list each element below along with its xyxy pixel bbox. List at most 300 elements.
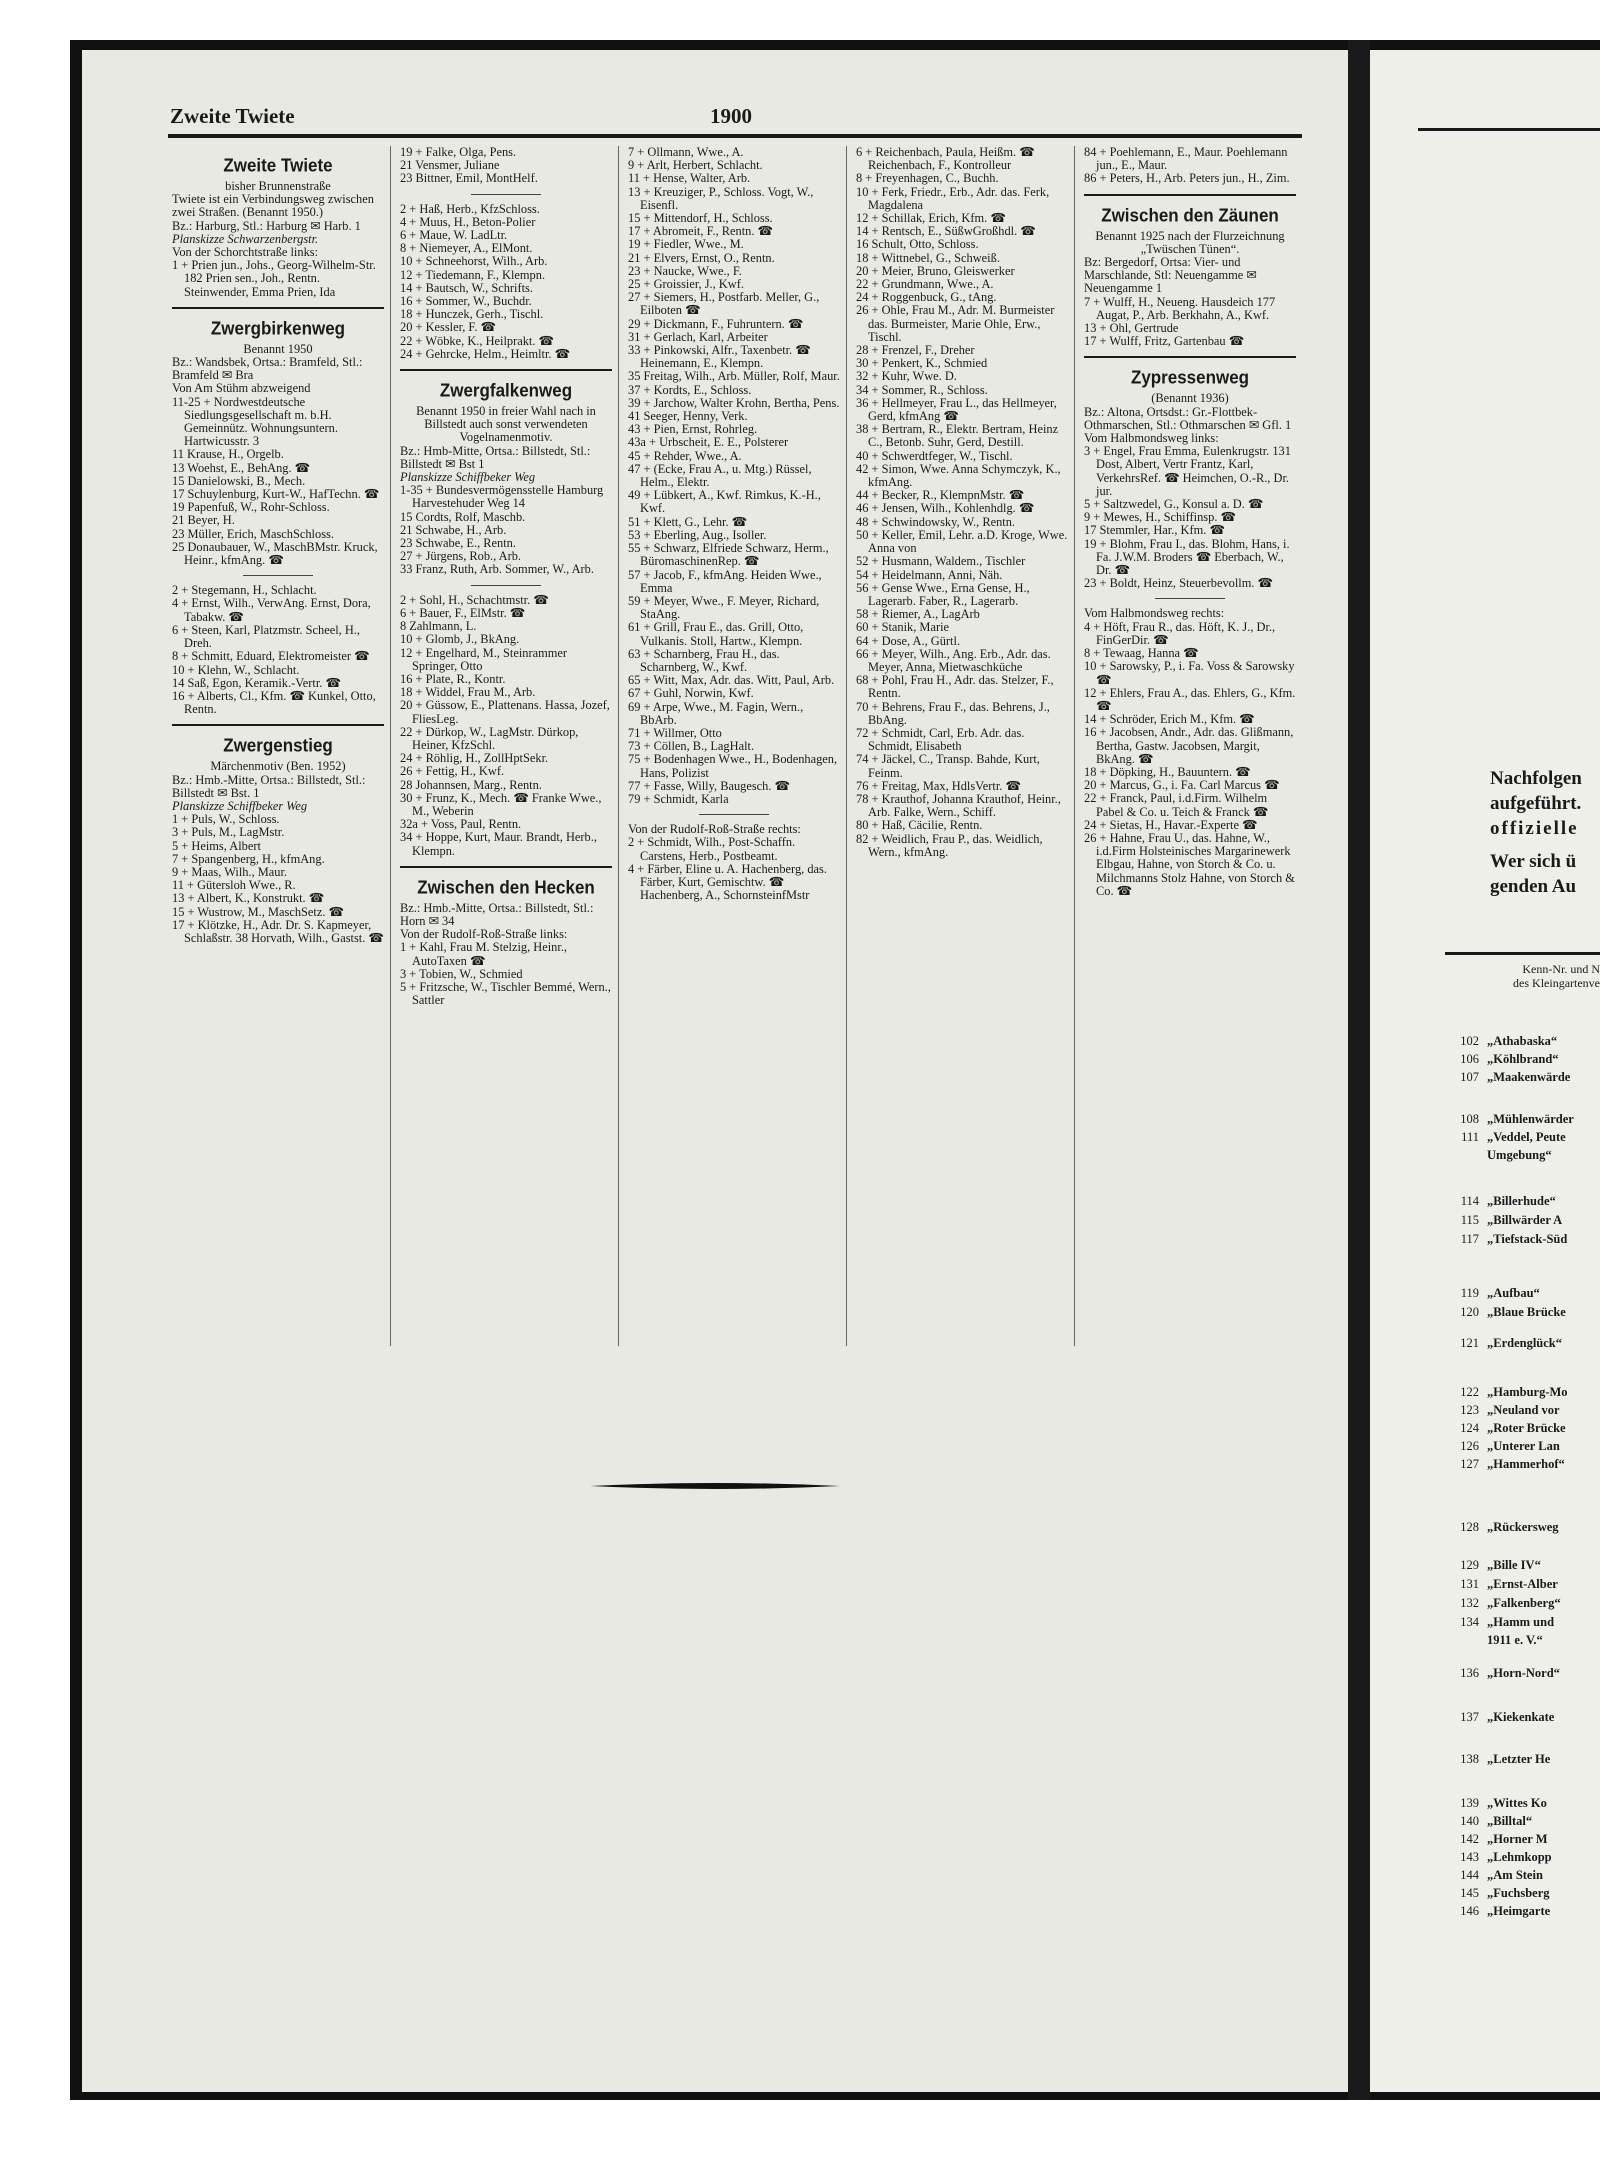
club-name: „Roter Brücke — [1487, 1421, 1566, 1435]
resident-entry: 67 + Guhl, Norwin, Kwf. — [628, 686, 754, 701]
resident-entry: 35 Freitag, Wilh., Arb. Müller, Rolf, Maur. — [628, 369, 840, 384]
club-number: 131 — [1460, 1577, 1479, 1591]
resident-entry: 34 + Sommer, R., Schloss. — [856, 382, 988, 397]
resident-entry: 58 + Riemer, A., LagArb — [856, 607, 980, 622]
garden-club-entry — [1445, 1904, 1550, 1919]
resident-entry: 17 Stemmler, Har., Kfm. ☎ — [1084, 523, 1225, 538]
resident-entry: 8 + Niemeyer, A., ElMont. — [400, 241, 533, 256]
club-name: „Mühlenwärder — [1487, 1112, 1574, 1126]
club-number: 140 — [1460, 1814, 1479, 1828]
street-info: Benannt 1950 — [243, 341, 313, 356]
resident-entry: 28 + Frenzel, F., Dreher — [856, 343, 975, 358]
resident-entry: 23 + Boldt, Heinz, Steuerbevollm. ☎ — [1084, 576, 1273, 591]
resident-entry: 27 + Jürgens, Rob., Arb. — [400, 549, 522, 564]
resident-entry: 18 + Wittnebel, G., Schweiß. — [856, 250, 1000, 265]
resident-entry: 75 + Bodenhagen Wwe., H., Bodenhagen, Hans, Polizist — [628, 752, 838, 780]
garden-club-entry — [1445, 1070, 1570, 1085]
resident-entry: 68 + Pohl, Frau H., Adr. das. Stelzer, F., Rentn. — [856, 673, 1054, 701]
resident-entry: 4 + Muus, H., Beton-Polier — [400, 214, 536, 229]
resident-entry: 33 + Pinkowski, Alfr., Taxenbetr. ☎ Heinemann, E., Klempn. — [628, 343, 811, 371]
garden-club-entry — [1445, 1577, 1558, 1592]
resident-entry: 29 + Dickmann, F., Fuhruntern. ☎ — [628, 316, 804, 331]
club-name: „Letzter He — [1487, 1752, 1551, 1766]
garden-club-entry — [1445, 1615, 1554, 1630]
resident-entry: 22 + Franck, Paul, i.d.Firm. Wilhelm Pabel & Co. u. Teich & Franck ☎ — [1084, 791, 1269, 819]
resident-entry: 17 + Wulff, Fritz, Gartenbau ☎ — [1084, 334, 1245, 349]
resident-entry: 56 + Gense Wwe., Erna Gense, H., Lagerarb. Faber, R., Lagerarb. — [856, 580, 1030, 608]
resident-entry: 24 + Roggenbuck, G., tAng. — [856, 290, 997, 305]
short-divider — [243, 575, 313, 576]
section-rule — [172, 724, 384, 726]
street-info: Planskizze Schiffbeker Weg — [172, 798, 308, 813]
resident-entry: 51 + Klett, G., Lehr. ☎ — [628, 514, 748, 529]
resident-entry: 13 Woehst, E., BehAng. ☎ — [172, 460, 311, 475]
directory-column-5 — [1084, 146, 1296, 898]
resident-entry: 16 + Jacobsen, Andr., Adr. das. Glißmann, Bertha, Gastw. Jacobsen, Margit, BkAng. ☎ — [1084, 725, 1294, 766]
resident-entry: 13 + Kreuziger, P., Schloss. Vogt, W., Eisenfl. — [628, 184, 814, 212]
resident-entry: 63 + Scharnberg, Frau H., das. Scharnberg, W., Kwf. — [628, 646, 780, 674]
column-divider — [1074, 146, 1075, 1346]
resident-entry: 26 + Ohle, Frau M., Adr. M. Burmeister das. Burmeister, Marie Ohle, Erw., Tischl. — [856, 303, 1055, 344]
garden-club-entry — [1445, 1868, 1543, 1883]
garden-club-entry — [1445, 1286, 1540, 1301]
garden-club-entry — [1445, 1850, 1552, 1865]
garden-club-entry — [1445, 1886, 1550, 1901]
club-number: 119 — [1460, 1286, 1479, 1300]
resident-entry: 10 + Glomb, J., BkAng. — [400, 632, 520, 647]
resident-entry: 2 + Sohl, H., Schachtmstr. ☎ — [400, 592, 549, 607]
resident-entry: 8 + Tewaag, Hanna ☎ — [1084, 646, 1199, 661]
street-info: Benannt 1950 in freier Wahl nach in Billstedt auch sonst verwendeten Vogelnamenmotiv. — [416, 404, 596, 445]
resident-entry: 21 Schwabe, H., Arb. — [400, 522, 507, 537]
club-name: „Neuland vor — [1487, 1403, 1560, 1417]
resident-entry: 57 + Jacob, F., kfmAng. Heiden Wwe., Emma — [628, 567, 822, 595]
garden-club-entry — [1445, 1194, 1556, 1209]
club-number: 129 — [1460, 1558, 1479, 1572]
street-info: Bz.: Hmb-Mitte, Ortsa.: Billstedt, Stl.: Billstedt ✉ Bst 1 — [400, 443, 591, 471]
resident-entry: 17 + Klötzke, H., Adr. Dr. S. Kapmeyer, Schlaßstr. 38 Horvath, Wilh., Gastst. ☎ — [172, 917, 384, 945]
club-name: „Maakenwärde — [1487, 1070, 1571, 1084]
resident-entry: 70 + Behrens, Frau F., das. Behrens, J., BbAng. — [856, 699, 1050, 727]
street-info: Benannt 1925 nach der Flurzeichnung „Twüschen Tünen“. — [1095, 228, 1285, 256]
resident-entry: 14 + Bautsch, W., Schrifts. — [400, 280, 533, 295]
garden-club-entry — [1445, 1832, 1548, 1847]
resident-entry: 39 + Jarchow, Walter Krohn, Bertha, Pens. — [628, 395, 840, 410]
notice-line: genden Au — [1490, 876, 1577, 897]
resident-entry: 22 + Dürkop, W., LagMstr. Dürkop, Heiner, KfzSchl. — [400, 724, 579, 752]
club-number: 128 — [1460, 1520, 1479, 1534]
club-name: „Unterer Lan — [1487, 1439, 1560, 1453]
garden-club-entry — [1445, 1232, 1567, 1247]
resident-entry: 6 + Bauer, F., ElMstr. ☎ — [400, 605, 526, 620]
resident-entry: 19 Papenfuß, W., Rohr-Schloss. — [172, 500, 330, 515]
club-number: 117 — [1460, 1232, 1479, 1246]
directory-column-1 — [172, 146, 384, 945]
resident-entry: 16 + Sommer, W., Buchdr. — [400, 294, 532, 309]
resident-entry: 32a + Voss, Paul, Rentn. — [400, 817, 522, 832]
resident-entry: 7 + Ollmann, Wwe., A. — [628, 145, 744, 159]
resident-entry: 26 + Hahne, Frau U., das. Hahne, W., i.d.Firm Holsteinisches Margarinewerk Elbgau, Hahne, von Storch & Co. u. Milchmanns Stolz Hahne, von Storch & Co. ☎ — [1084, 830, 1295, 898]
resident-entry: 42 + Simon, Wwe. Anna Schymczyk, K., kfmAng. — [856, 461, 1061, 490]
club-name: „Am Stein — [1487, 1868, 1543, 1882]
resident-entry: 2 + Schmidt, Wilh., Post-Schaffn. Carstens, Herb., Postbeamt. — [628, 835, 796, 863]
club-number: 122 — [1460, 1385, 1479, 1399]
resident-entry: 5 + Heims, Albert — [172, 838, 261, 853]
club-number: 143 — [1460, 1850, 1479, 1864]
street-heading: Zwergfalkenweg — [439, 380, 573, 401]
resident-entry: 53 + Eberling, Aug., Isoller. — [628, 527, 767, 542]
club-name: „Heimgarte — [1487, 1904, 1551, 1918]
resident-entry: 11-25 + Nordwestdeutsche Siedlungsgesellschaft m. b.H. Gemeinnütz. Wohnungsuntern. Hartwicusstr. 3 — [172, 394, 338, 449]
resident-entry: 9 + Mewes, H., Schiffinsp. ☎ — [1084, 510, 1236, 525]
facing-page-notice — [1490, 766, 1582, 899]
street-info: Twiete ist ein Verbindungsweg zwischen zwei Straßen. (Benannt 1950.) — [172, 192, 374, 220]
resident-entry: 11 Krause, H., Orgelb. — [172, 447, 284, 462]
resident-entry: 24 + Sietas, H., Havar.-Experte ☎ — [1084, 817, 1258, 832]
resident-entry: 26 + Fettig, H., Kwf. — [400, 764, 505, 779]
section-rule — [400, 866, 612, 868]
street-info: Von der Schorchtstraße links: — [172, 245, 319, 260]
street-info: Bz.: Altona, Ortsdst.: Gr.-Flottbek-Othmarschen, Stl.: Othmarschen ✉ Gfl. 1 — [1084, 404, 1292, 432]
resident-entry: 64 + Dose, A., Gürtl. — [856, 633, 961, 648]
resident-entry: 23 Schwabe, E., Rentn. — [400, 536, 516, 551]
club-number: 124 — [1460, 1421, 1479, 1435]
resident-entry: 15 + Mittendorf, H., Schloss. — [628, 211, 773, 226]
garden-club-entry — [1445, 1305, 1566, 1320]
garden-club-entry — [1445, 1385, 1568, 1400]
club-name: „Horn-Nord“ — [1487, 1666, 1560, 1680]
club-number: 114 — [1460, 1194, 1479, 1208]
resident-entry: 46 + Jensen, Wilh., Kohlenhdlg. ☎ — [856, 501, 1035, 516]
resident-entry: 10 + Sarowsky, P., i. Fa. Voss & Sarowsky ☎ — [1084, 659, 1295, 687]
resident-entry: 23 Müller, Erich, MaschSchloss. — [172, 526, 334, 541]
garden-club-entry — [1445, 1710, 1554, 1725]
resident-entry: 32 + Kuhr, Wwe. D. — [856, 369, 957, 384]
resident-entry: 5 + Fritzsche, W., Tischler Bemmé, Wern., Sattler — [400, 979, 611, 1008]
resident-entry: 47 + (Ecke, Frau A., u. Mtg.) Rüssel, Helm., Elektr. — [628, 461, 812, 490]
garden-club-entry — [1445, 1596, 1561, 1611]
scan-edge-left — [70, 40, 82, 2100]
resident-entry: 40 + Schwerdtfeger, W., Tischl. — [856, 448, 1013, 463]
club-name: „Billwärder A — [1487, 1213, 1563, 1227]
resident-entry: 7 + Spangenberg, H., kfmAng. — [172, 851, 325, 866]
club-name: „Athabaska“ — [1487, 1034, 1558, 1048]
column-divider — [390, 146, 391, 1346]
resident-entry: 4 + Färber, Eline u. A. Hachenberg, das. Färber, Kurt, Gemischtw. ☎ Hachenberg, A., SchornsteinfMstr — [628, 861, 827, 903]
street-info: Bz.: Hmb.-Mitte, Ortsa.: Billstedt, Stl.: Billstedt ✉ Bst. 1 — [172, 772, 366, 800]
club-number: 139 — [1460, 1796, 1479, 1810]
street-info: Bz.: Hmb.-Mitte, Ortsa.: Billstedt, Stl.: Horn ✉ 34 — [400, 900, 594, 928]
resident-entry: 33 Franz, Ruth, Arb. Sommer, W., Arb. — [400, 562, 594, 577]
resident-entry: 19 + Fiedler, Wwe., M. — [628, 237, 744, 252]
resident-entry: 55 + Schwarz, Elfriede Schwarz, Herm., BüromaschinenRep. ☎ — [628, 541, 829, 569]
street-info: Planskizze Schwarzenbergstr. — [172, 231, 319, 246]
resident-entry: 69 + Arpe, Wwe., M. Fagin, Wern., BbArb. — [628, 699, 804, 727]
club-name: Umgebung“ — [1487, 1148, 1552, 1162]
resident-entry: 71 + Willmer, Otto — [628, 725, 722, 740]
club-number: 127 — [1460, 1457, 1479, 1471]
resident-entry: 4 + Ernst, Wilh., VerwAng. Ernst, Dora, Tabakw. ☎ — [172, 596, 371, 624]
club-number: 123 — [1460, 1403, 1479, 1417]
facing-page-table-header — [1470, 962, 1600, 990]
garden-club-entry — [1445, 1336, 1562, 1351]
short-divider — [699, 814, 769, 815]
garden-club-entry — [1445, 1130, 1566, 1145]
garden-club-entry — [1445, 1034, 1557, 1049]
resident-entry: 3 + Puls, M., LagMstr. — [172, 825, 285, 840]
resident-entry: 16 Schult, Otto, Schloss. — [856, 237, 979, 252]
resident-entry: 52 + Husmann, Waldem., Tischler — [856, 554, 1026, 569]
club-name: „Hamm und — [1487, 1615, 1555, 1629]
notice-line: Wer sich ü — [1490, 851, 1577, 872]
club-number: 136 — [1460, 1666, 1479, 1680]
resident-entry: 4 + Höft, Frau R., das. Höft, K. J., Dr., FinGerDir. ☎ — [1084, 619, 1276, 647]
resident-entry: 3 + Engel, Frau Emma, Eulenkrugstr. 131 Dost, Albert, Vertr Frantz, Karl, VerkehrsRef. ☎ Heimchen, O.-R., Dr. jur. — [1084, 444, 1291, 498]
resident-entry: 5 + Saltzwedel, G., Konsul a. D. ☎ — [1084, 497, 1264, 512]
garden-club-entry — [1445, 1439, 1560, 1454]
resident-entry: 1 + Puls, W., Schloss. — [172, 812, 280, 827]
resident-entry: 25 Donaubauer, W., MaschBMstr. Kruck, Heinr., kfmAng. ☎ — [172, 539, 378, 568]
resident-entry: 25 + Groissier, J., Kwf. — [628, 277, 744, 292]
section-rule — [1084, 356, 1296, 358]
resident-entry: 12 + Engelhard, M., Steinrammer Springer, Otto — [400, 645, 567, 673]
resident-entry: 1 + Prien jun., Johs., Georg-Wilhelm-Str. 182 Prien sen., Joh., Rentn. Steinwender, Emma Prien, Ida — [172, 258, 376, 299]
resident-entry: 11 + Hense, Walter, Arb. — [628, 171, 751, 186]
scan-edge-bottom — [70, 2092, 1600, 2100]
resident-entry: 15 Cordts, Rolf, Maschb. — [400, 509, 526, 524]
street-heading: Zwergenstieg — [223, 735, 333, 757]
garden-club-entry — [1445, 1666, 1560, 1681]
street-info: Bz.: Wandsbek, Ortsa.: Bramfeld, Stl.: Bramfeld ✉ Bra — [172, 355, 363, 383]
resident-entry: 21 Beyer, H. — [172, 513, 235, 528]
club-number: 107 — [1460, 1070, 1479, 1084]
resident-entry: 61 + Grill, Frau E., das. Grill, Otto, Vulkanis. Stoll, Hartw., Klempn. — [628, 620, 804, 648]
directory-column-4 — [856, 146, 1068, 859]
street-info: Bz.: Harburg, Stl.: Harburg ✉ Harb. 1 — [172, 218, 361, 233]
resident-entry: 28 Johannsen, Marg., Rentn. — [400, 777, 542, 792]
garden-club-entry — [1445, 1752, 1550, 1767]
resident-entry: 16 + Plate, R., Kontr. — [400, 671, 506, 686]
club-name: „Aufbau“ — [1487, 1286, 1540, 1300]
street-heading: Zypressenweg — [1130, 367, 1250, 389]
resident-entry: 78 + Krauthof, Johanna Krauthof, Heinr., Arb. Falke, Wern., Schiff. — [856, 791, 1061, 820]
resident-entry: 50 + Keller, Emil, Lehr. a.D. Kroge, Wwe. Anna von — [856, 527, 1068, 556]
resident-entry: 11 + Gütersloh Wwe., R. — [172, 878, 296, 893]
club-name: „Blaue Brücke — [1487, 1305, 1566, 1319]
resident-entry: 6 + Maue, W. LadLtr. — [400, 228, 508, 243]
garden-club-entry — [1445, 1403, 1560, 1418]
resident-entry: 77 + Fasse, Willy, Baugesch. ☎ — [628, 778, 790, 793]
club-number: 106 — [1460, 1052, 1479, 1066]
street-info: Von Am Stühm abzweigend — [172, 381, 311, 396]
club-name: „Rückersweg — [1487, 1520, 1559, 1534]
section-rule — [172, 307, 384, 309]
notice-line: Nachfolgen — [1490, 768, 1582, 789]
resident-entry: 73 + Cöllen, B., LagHalt. — [628, 739, 755, 754]
garden-club-entry — [1445, 1796, 1547, 1811]
resident-entry: 19 + Falke, Olga, Pens. — [400, 145, 517, 159]
resident-entry: 22 + Wöbke, K., Heilprakt. ☎ — [400, 333, 554, 348]
resident-entry: 18 + Döpking, H., Bauuntern. ☎ — [1084, 764, 1251, 779]
resident-entry: 31 + Gerlach, Karl, Arbeiter — [628, 329, 768, 344]
club-number: 146 — [1460, 1904, 1479, 1918]
garden-club-entry — [1445, 1558, 1541, 1573]
club-name: „Lehmkopp — [1487, 1850, 1552, 1864]
street-info: Planskizze Schiffbeker Weg — [400, 470, 536, 485]
resident-entry: 79 + Schmidt, Karla — [628, 791, 729, 806]
resident-entry: 3 + Tobien, W., Schmied — [400, 966, 523, 981]
resident-entry: 6 + Reichenbach, Paula, Heißm. ☎ Reichenbach, F., Kontrolleur — [856, 145, 1035, 173]
resident-entry: 27 + Siemers, H., Postfarb. Meller, G., Eilboten ☎ — [628, 290, 820, 318]
resident-entry: 12 + Ehlers, Frau A., das. Ehlers, G., Kfm. ☎ — [1084, 685, 1296, 713]
club-name: „Fuchsberg — [1487, 1886, 1550, 1900]
short-divider — [471, 194, 541, 195]
street-heading: Zwischen den Zäunen — [1101, 204, 1279, 226]
street-heading: Zwischen den Hecken — [417, 876, 595, 898]
resident-entry: 20 + Güssow, E., Plattenans. Hassa, Jozef, FliesLeg. — [400, 698, 610, 726]
resident-entry: 44 + Becker, R., KlempnMstr. ☎ — [856, 488, 1025, 503]
club-name: „Hammerhof“ — [1487, 1457, 1565, 1471]
resident-entry: 54 + Heidelmann, Anni, Näh. — [856, 567, 1003, 582]
resident-entry: 45 + Rehder, Wwe., A. — [628, 448, 742, 463]
resident-entry: 23 Bittner, Emil, MontHelf. — [400, 171, 538, 186]
club-name: „Falkenberg“ — [1487, 1596, 1561, 1610]
club-number: 111 — [1461, 1130, 1479, 1144]
club-name: „Ernst-Alber — [1487, 1577, 1558, 1591]
garden-club-entry — [1445, 1148, 1552, 1163]
resident-entry: 14 + Schröder, Erich M., Kfm. ☎ — [1084, 712, 1255, 727]
resident-entry: 8 Zahlmann, L. — [400, 619, 477, 634]
club-number: 145 — [1460, 1886, 1479, 1900]
club-number: 132 — [1460, 1596, 1479, 1610]
garden-club-entry — [1445, 1112, 1574, 1127]
resident-entry: 41 Seeger, Henny, Verk. — [628, 409, 748, 424]
resident-entry: 2 + Stegemann, H., Schlacht. — [172, 583, 317, 598]
resident-entry: 86 + Peters, H., Arb. Peters jun., H., Zim. — [1084, 171, 1290, 186]
resident-entry: 43 + Pien, Ernst, Rohrleg. — [628, 422, 758, 437]
short-divider — [471, 585, 541, 586]
resident-entry: 23 + Naucke, Wwe., F. — [628, 263, 742, 278]
resident-entry: 48 + Schwindowsky, W., Rentn. — [856, 514, 1016, 529]
resident-entry: 7 + Wulff, H., Neueng. Hausdeich 177 Augat, P., Arb. Berkhahn, A., Kwf. — [1084, 294, 1276, 322]
resident-entry: 10 + Ferk, Friedr., Erb., Adr. das. Ferk, Magdalena — [856, 184, 1050, 212]
column-divider — [618, 146, 619, 1346]
club-number: 115 — [1460, 1213, 1479, 1227]
street-info: Märchenmotiv (Ben. 1952) — [210, 759, 346, 774]
resident-entry: 1-35 + Bundesvermögensstelle Hamburg Harvestehuder Weg 14 — [400, 483, 604, 511]
running-head-street: Zweite Twiete — [170, 104, 295, 128]
resident-entry: 12 + Tiedemann, F., Klempn. — [400, 267, 546, 282]
resident-entry: 18 + Widdel, Frau M., Arb. — [400, 685, 536, 700]
garden-club-entry — [1445, 1213, 1562, 1228]
club-number: 134 — [1460, 1615, 1479, 1629]
club-name: „Erdenglück“ — [1487, 1336, 1563, 1350]
resident-entry: 1 + Kahl, Frau M. Stelzig, Heinr., AutoTaxen ☎ — [400, 940, 568, 968]
resident-entry: 20 + Kessler, F. ☎ — [400, 320, 496, 335]
club-number: 137 — [1460, 1710, 1479, 1724]
resident-entry: 24 + Gehrcke, Helm., Heimltr. ☎ — [400, 346, 571, 361]
club-number: 138 — [1460, 1752, 1479, 1766]
resident-entry: 24 + Röhlig, H., ZollHptSekr. — [400, 751, 549, 766]
street-heading: Zweite Twiete — [223, 155, 333, 176]
club-name: „Tiefstack-Süd — [1487, 1232, 1568, 1246]
garden-club-entry — [1445, 1052, 1559, 1067]
club-number: 144 — [1460, 1868, 1479, 1882]
resident-entry: 49 + Lübkert, A., Kwf. Rimkus, K.-H., Kwf. — [628, 488, 821, 516]
resident-entry: 65 + Witt, Max, Adr. das. Witt, Paul, Arb. — [628, 673, 835, 688]
street-info: Von der Rudolf-Roß-Straße links: — [400, 927, 568, 942]
club-name: „Horner M — [1487, 1832, 1548, 1846]
resident-entry: 74 + Jäckel, C., Transp. Bahde, Kurt, Feinm. — [856, 752, 1040, 780]
garden-club-entry — [1445, 1520, 1559, 1535]
street-info: bisher Brunnenstraße — [225, 179, 331, 193]
club-name: 1911 e. V.“ — [1487, 1633, 1543, 1647]
resident-entry: 17 Schuylenburg, Kurt-W., HafTechn. ☎ — [172, 487, 380, 502]
resident-entry: 30 + Frunz, K., Mech. ☎ Franke Wwe., M., Weberin — [400, 790, 602, 818]
notice-line: offizielle — [1490, 818, 1579, 839]
resident-entry: 76 + Freitag, Max, HdlsVertr. ☎ — [856, 778, 1021, 793]
directory-column-2 — [400, 146, 612, 1007]
club-number: 102 — [1460, 1034, 1479, 1048]
club-name: „Hamburg-Mo — [1487, 1385, 1568, 1399]
resident-entry: 34 + Hoppe, Kurt, Maur. Brandt, Herb., Klempn. — [400, 830, 597, 858]
resident-entry: 10 + Schneehorst, Wilh., Arb. — [400, 254, 548, 269]
resident-entry: 15 + Wustrow, M., MaschSetz. ☎ — [172, 904, 344, 919]
resident-entry: 17 + Abromeit, F., Rentn. ☎ — [628, 224, 773, 239]
resident-entry: 21 + Elvers, Ernst, O., Rentn. — [628, 250, 775, 265]
resident-entry: 6 + Steen, Karl, Platzmstr. Scheel, H., Dreh. — [172, 622, 360, 651]
page-header — [170, 104, 1300, 134]
resident-entry: 14 Saß, Egon, Keramik.-Vertr. ☎ — [172, 675, 341, 690]
street-info: Bz: Bergedorf, Ortsa: Vier- und Marschlande, Stl: Neuengamme ✉ Neuengamme 1 — [1084, 255, 1257, 296]
resident-entry: 21 Vensmer, Juliane — [400, 158, 500, 173]
resident-entry: 36 + Hellmeyer, Frau L., das Hellmeyer, Gerd, kfmAng ☎ — [856, 395, 1057, 424]
resident-entry: 10 + Klehn, W., Schlacht. — [172, 662, 300, 677]
resident-entry: 22 + Grundmann, Wwe., A. — [856, 277, 994, 292]
directory-column-3 — [628, 146, 840, 902]
resident-entry: 2 + Haß, Herb., KfzSchloss. — [400, 201, 540, 216]
ink-blot — [590, 1482, 840, 1490]
street-info: Von der Rudolf-Roß-Straße rechts: — [628, 822, 801, 837]
scan-edge-top — [70, 40, 1600, 50]
garden-club-entry — [1445, 1457, 1565, 1472]
club-name: „Wittes Ko — [1487, 1796, 1547, 1810]
resident-entry: 16 + Alberts, Cl., Kfm. ☎ Kunkel, Otto, Rentn. — [172, 688, 376, 717]
resident-entry: 8 + Schmitt, Eduard, Elektromeister ☎ — [172, 649, 370, 664]
resident-entry: 8 + Freyenhagen, C., Buchh. — [856, 171, 999, 186]
garden-club-entry — [1445, 1421, 1566, 1436]
section-rule — [1084, 194, 1296, 196]
club-name: „Kiekenkate — [1487, 1710, 1555, 1724]
table-header-line: des Kleingartenve — [1513, 976, 1600, 990]
book-gutter — [1348, 40, 1370, 2100]
resident-entry: 82 + Weidlich, Frau P., das. Weidlich, Wern., kfmAng. — [856, 831, 1043, 859]
resident-entry: 38 + Bertram, R., Elektr. Bertram, Heinz C., Betonb. Suhr, Gerd, Destill. — [856, 422, 1059, 450]
resident-entry: 18 + Hunczek, Gerh., Tischl. — [400, 307, 544, 322]
resident-entry: 43a + Urbscheit, E. E., Polsterer — [628, 435, 789, 450]
resident-entry: 13 + Albert, K., Konstrukt. ☎ — [172, 891, 325, 906]
resident-entry: 60 + Stanik, Marie — [856, 620, 950, 635]
club-name: „Veddel, Peute — [1487, 1130, 1566, 1144]
notice-line: aufgeführt. — [1490, 793, 1582, 814]
facing-page-table-rule — [1445, 952, 1600, 955]
resident-entry: 19 + Blohm, Frau I., das. Blohm, Hans, i. Fa. J.W.M. Broders ☎ Eberbach, W., Dr. ☎ — [1084, 536, 1290, 578]
street-info: Vom Halbmondsweg links: — [1084, 431, 1219, 446]
resident-entry: 84 + Poehlemann, E., Maur. Poehlemann jun., E., Maur. — [1084, 145, 1288, 173]
table-header-line: Kenn-Nr. und N — [1522, 962, 1600, 976]
resident-entry: 9 + Arlt, Herbert, Schlacht. — [628, 158, 763, 173]
street-info: Vom Halbmondsweg rechts: — [1084, 606, 1225, 621]
